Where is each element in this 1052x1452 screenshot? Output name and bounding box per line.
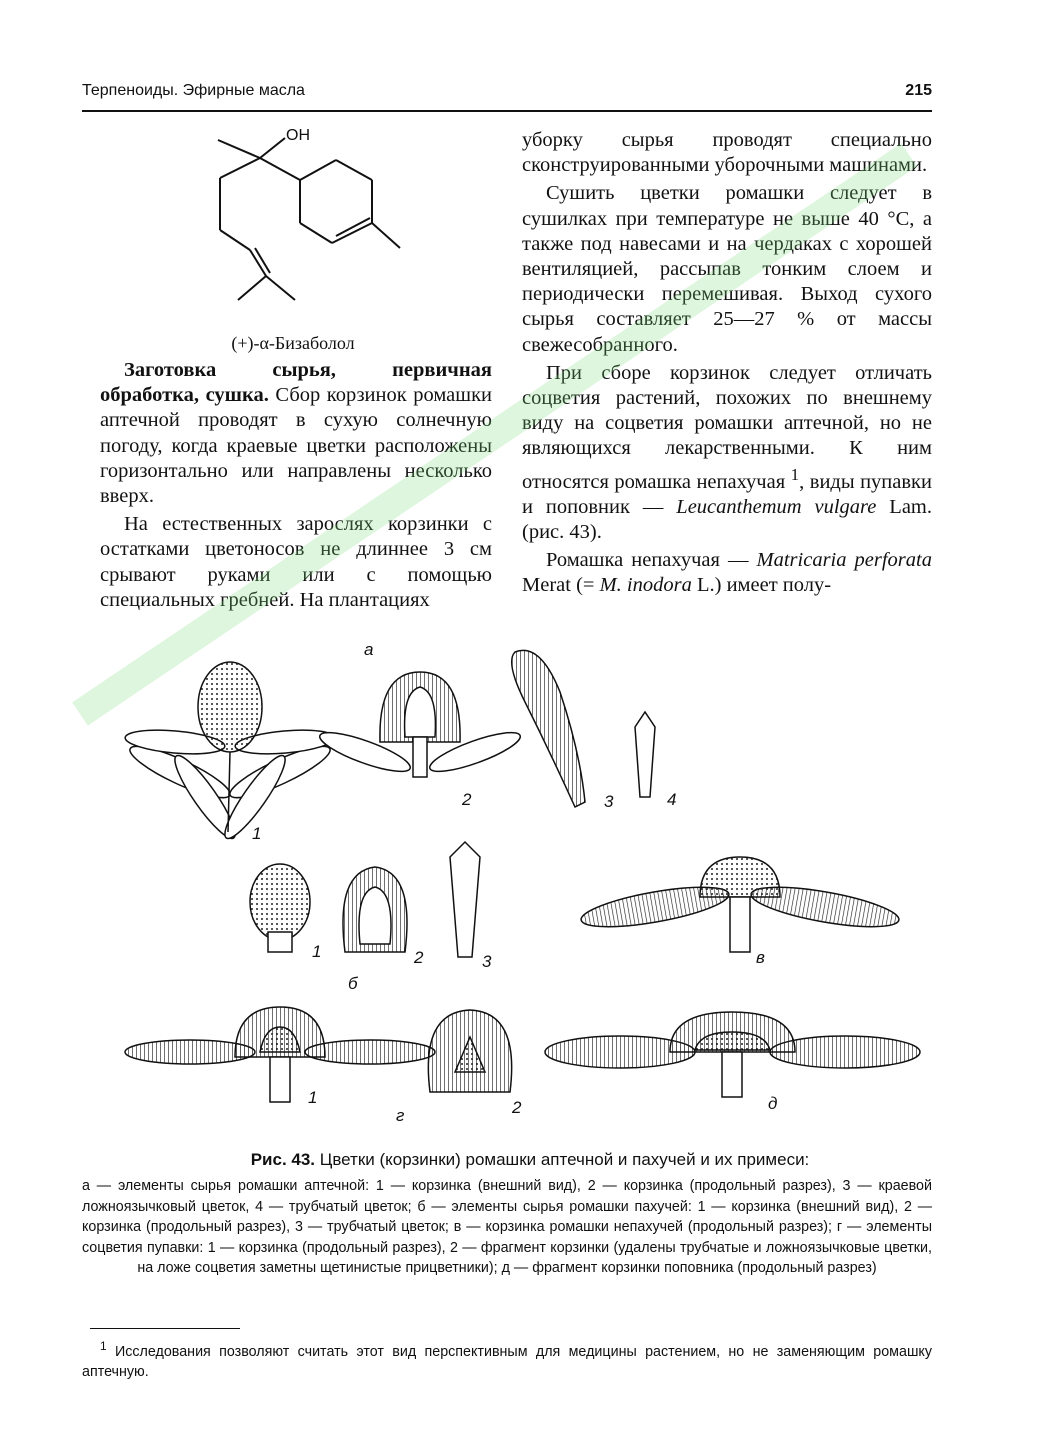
label-a4: 4 — [667, 790, 677, 809]
label-a: а — [364, 640, 374, 659]
figure-43 — [120, 632, 940, 1132]
flower-illustrations — [120, 632, 940, 1132]
paragraph: Заготовка сырья, первичная обработка, сушка. Сбор корзинок ромашки аптечной проводят в сухую солнечную погоду, когда краевые цветки расположены горизонтально или направлены несколько вверх. — [100, 359, 492, 508]
footnote: $^1$ Исследования позволяют считать этот вид перспективным для медицины растением, но не заменяющим ромашку аптечную. — [82, 1339, 932, 1380]
label-g1: 1 — [308, 1088, 318, 1107]
label-b: б — [348, 974, 358, 993]
label-d: д — [768, 1094, 778, 1113]
paragraph: Ромашка непахучая — Matricaria perforata Merat (= M. inodora L.) имеет полу- — [522, 549, 932, 597]
label-g2: 2 — [512, 1098, 522, 1117]
right-column — [522, 128, 932, 598]
paragraph: На естественных зарослях корзинки с остатками цветоносов не длиннее 3 см срывают руками или с помощью специальных гребней. На плантациях — [100, 513, 492, 611]
label-b3: 3 — [482, 952, 492, 971]
illustration-v — [579, 857, 902, 952]
section-heading: Заготовка сырья, первичная обработка, сушка. — [100, 359, 492, 407]
label-b1: 1 — [312, 942, 322, 961]
figure-caption — [180, 1150, 880, 1170]
figure-label: Рис. 43. — [250, 1150, 316, 1169]
illustration-a1 — [124, 662, 336, 844]
running-title: Терпеноиды. Эфирные масла — [82, 82, 305, 99]
illustration-a3 — [512, 650, 585, 807]
illustration-b3 — [450, 842, 480, 957]
illustration-a4 — [635, 712, 655, 797]
illustration-a2 — [316, 672, 524, 779]
label-b2: 2 — [414, 948, 424, 967]
label-g: г — [396, 1106, 405, 1125]
footnote-rule — [90, 1328, 240, 1329]
illustration-d — [545, 1012, 920, 1097]
page-number: 215 — [905, 82, 932, 99]
paragraph: При сборе корзинок следует отличать соцветия растений, похожих по внешнему виду на соцветия ромашки аптечной, но не являющихся лекарственными. К ним относятся ромашка непахучая $^1$, виды пупавки и поповник — Leucanthemum vulgare Lam. (рис. 43). — [522, 361, 932, 543]
oh-label: OH — [286, 127, 310, 144]
footnote-mark: 1 — [100, 1339, 107, 1353]
molecule-caption: (+)-α-Бизаболол — [231, 333, 355, 353]
label-a2: 2 — [462, 790, 472, 809]
label-a3: 3 — [604, 792, 614, 811]
label-a1: 1 — [252, 824, 262, 843]
figure-description: а — элементы сырья ромашки аптечной: 1 — корзинка (внешний вид), 2 — корзинка (продольный разрез), 3 — краевой ложноязычковый цветок, 4 — трубчатый цветок; б — элементы сырья ромашки пахучей: 1 — корзинка (внешний вид), 2 — корзинка (продольный разрез), 3 — трубчатый цветок; в — корзинка ромашки непахучей (продольный разрез); г — элементы соцветия пупавки: 1 — корзинка (продольный разрез), 2 — фрагмент корзинки (удалены трубчатые и ложноязычковые цветки, на ложе соцветия заметны щетинистые прицветники); д — фрагмент корзинки поповника (продольный разрез) — [82, 1178, 932, 1277]
illustration-g2 — [428, 1010, 511, 1092]
illustration-b2 — [343, 867, 407, 952]
footnote-ref: 1 — [790, 464, 800, 484]
paragraph: уборку сырья проводят специально сконструированными уборочными машинами. — [522, 129, 932, 177]
figure-title: Цветки (корзинки) ромашки аптечной и пахучей и их примеси: — [315, 1150, 810, 1169]
illustration-g1 — [125, 1007, 435, 1102]
header-rule — [82, 110, 932, 112]
illustration-b1 — [250, 864, 310, 952]
running-head — [82, 78, 932, 108]
left-column — [100, 358, 492, 613]
bisabolol-structure — [190, 118, 420, 328]
paragraph: Сушить цветки ромашки следует в сушилках при температуре не выше 40 °С, а также под навесами и на чердаках с хорошей вентиляцией, рассыпав тонким слоем и периодически перемешивая. Выход сухого сырья составляет 25—27 % от массы свежесобранного. — [522, 182, 932, 356]
label-v: в — [756, 948, 765, 967]
